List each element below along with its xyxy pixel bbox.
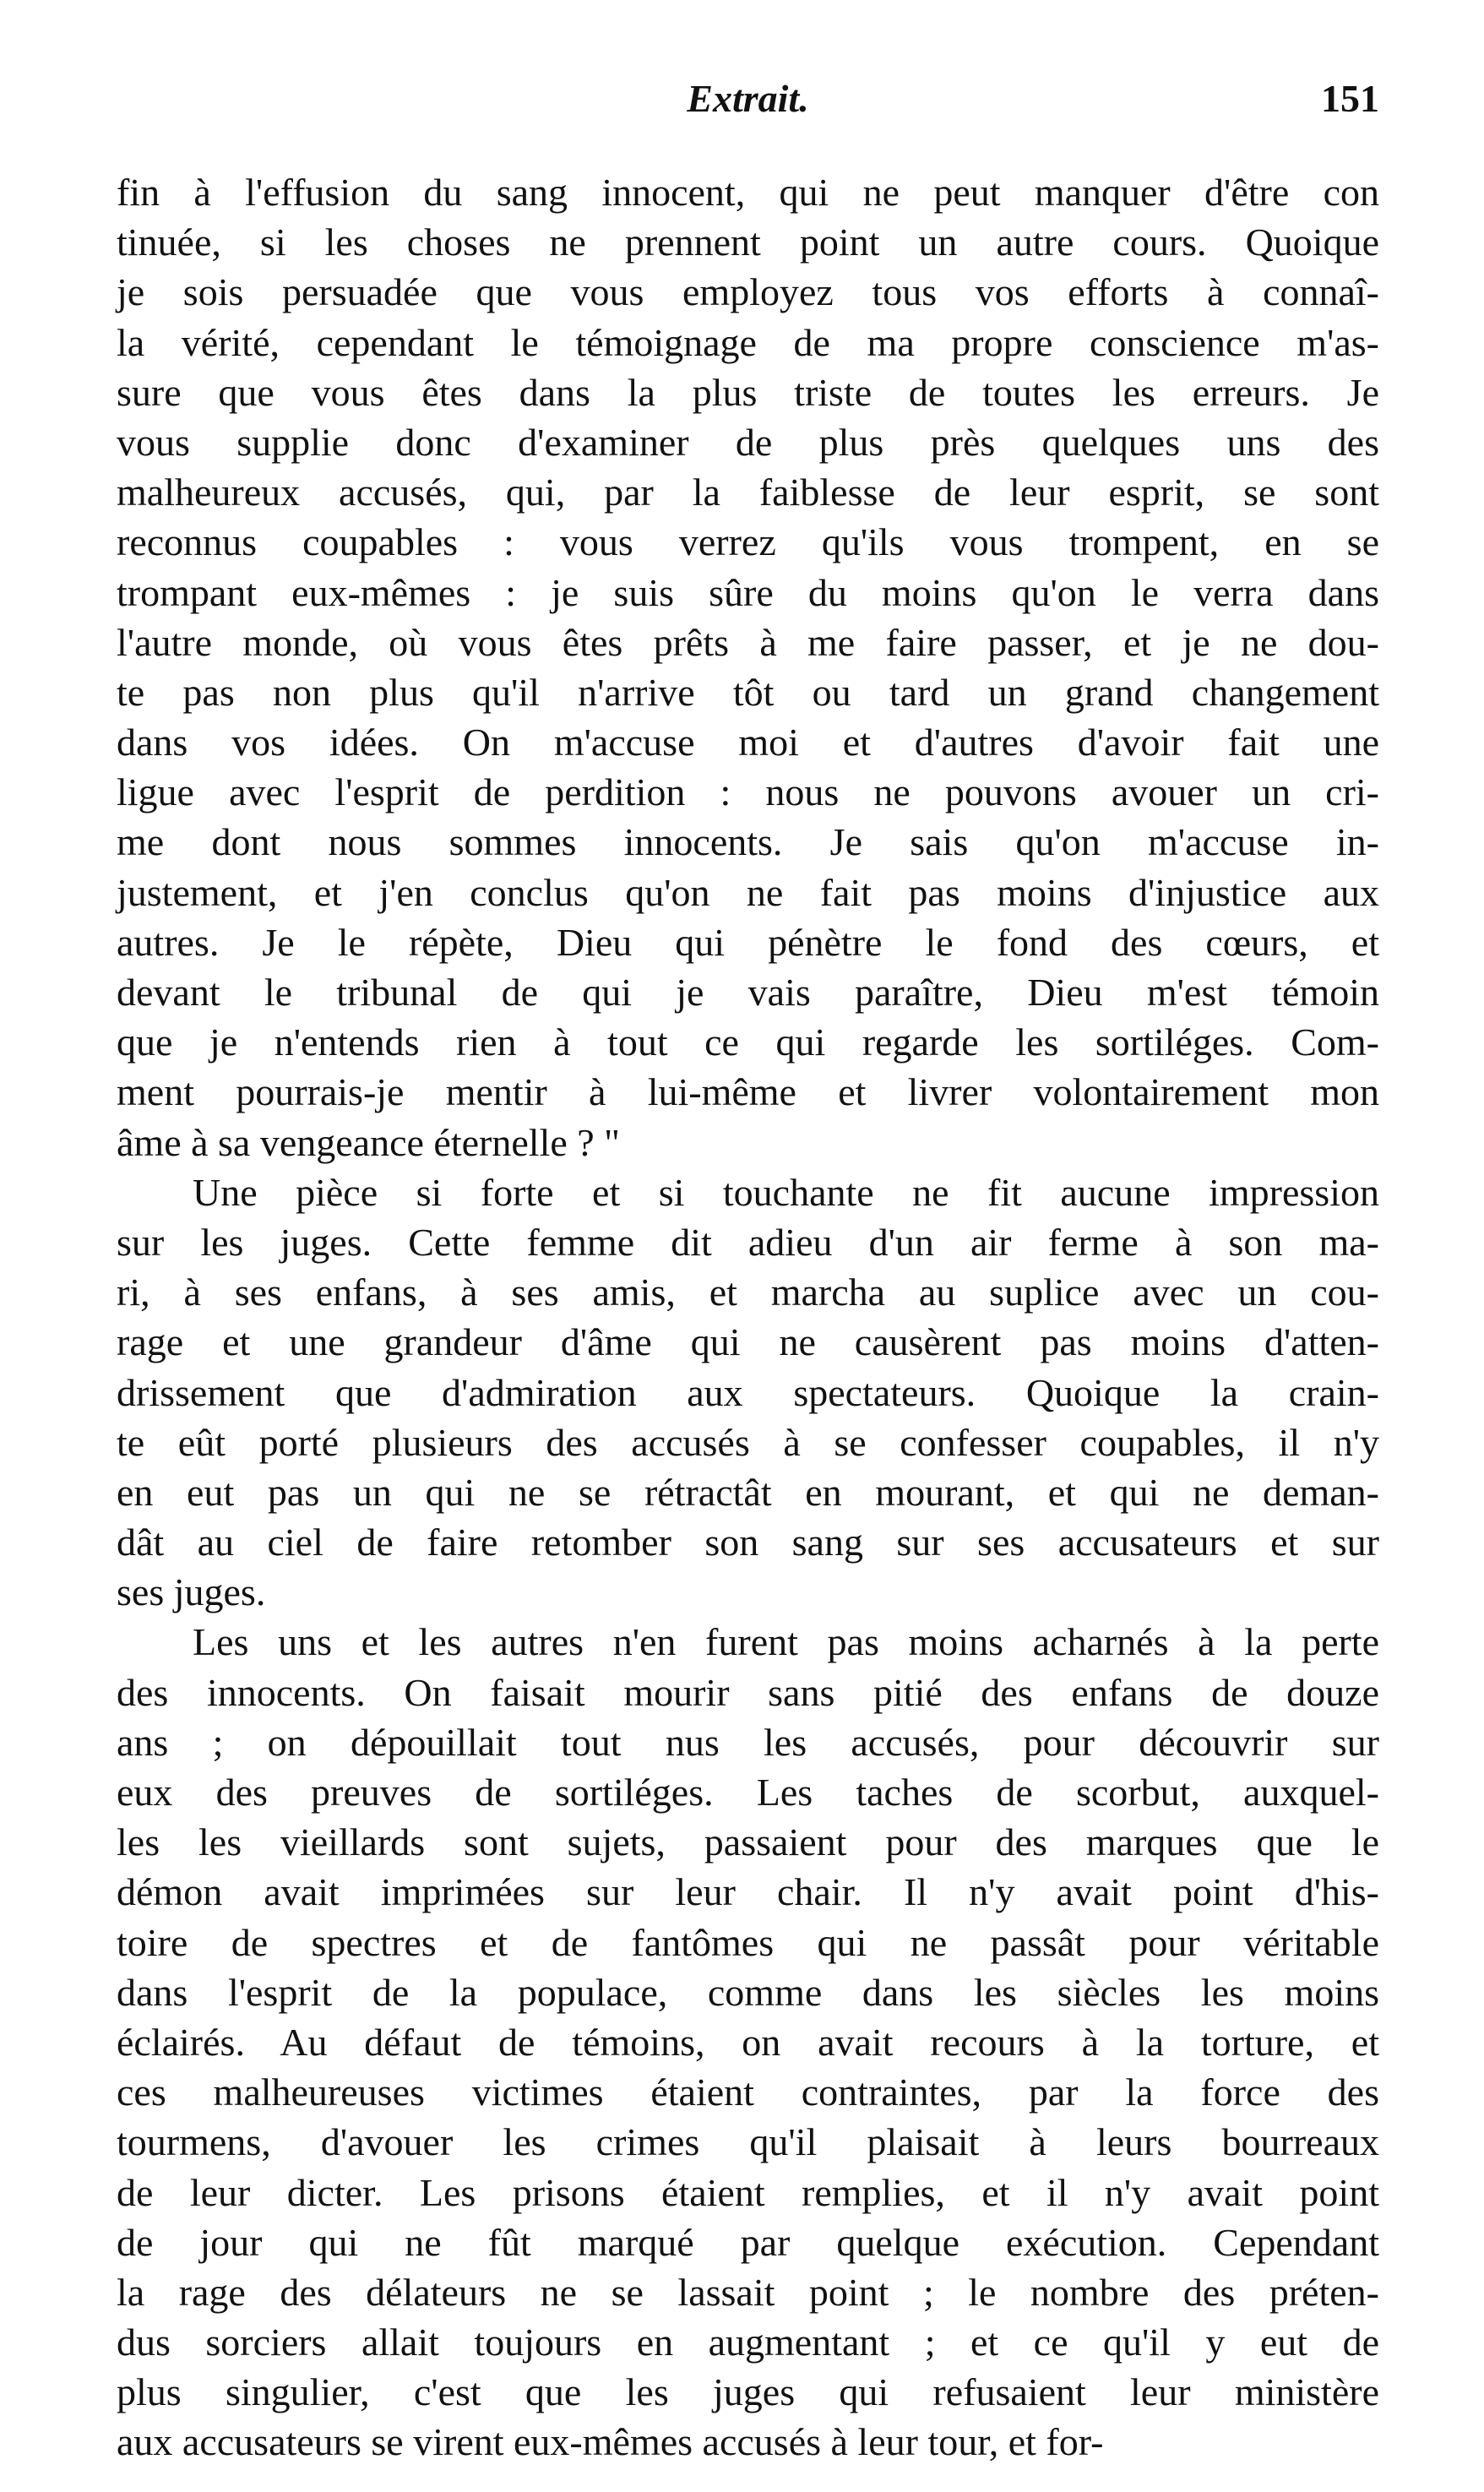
text-line: plus singulier, c'est que les juges qui refusaient leur ministère	[117, 2370, 1379, 2414]
text-line: ans ; on dépouillait tout nus les accusés, pour découvrir sur	[117, 1720, 1379, 1764]
text-line: dans l'esprit de la populace, comme dans les siècles les moins	[117, 1970, 1379, 2014]
page-header	[117, 69, 1379, 128]
text-line: justement, et j'en conclus qu'on ne fait pas moins d'injustice aux	[117, 870, 1379, 914]
text-line: rage et une grandeur d'âme qui ne causèrent pas moins d'atten-	[117, 1320, 1379, 1364]
paragraph	[117, 167, 1379, 1167]
text-line: je sois persuadée que vous employez tous vos efforts à connaî-	[117, 270, 1379, 314]
text-line: dât au ciel de faire retomber son sang sur ses accusateurs et sur	[117, 1521, 1379, 1564]
page-number: 151	[1321, 77, 1379, 120]
body-text	[117, 167, 1379, 2468]
text-line: Une pièce si forte et si touchante ne fit aucune impression	[193, 1170, 1379, 1214]
text-line: toire de spectres et de fantômes qui ne passât pour véritable	[117, 1920, 1379, 1964]
text-line: des innocents. On faisait mourir sans pitié des enfans de douze	[117, 1670, 1379, 1714]
text-line: ses juges.	[117, 1570, 266, 1614]
text-line: tinuée, si les choses ne prennent point un autre cours. Quoique	[117, 220, 1379, 264]
text-line: de leur dicter. Les prisons étaient remplies, et il n'y avait point	[117, 2170, 1379, 2214]
text-line: me dont nous sommes innocents. Je sais qu'on m'accuse in-	[117, 820, 1379, 864]
text-line: reconnus coupables : vous verrez qu'ils vous trompent, en se	[117, 520, 1379, 564]
text-line: sur les juges. Cette femme dit adieu d'un air ferme à son ma-	[117, 1220, 1379, 1264]
text-line: la vérité, cependant le témoignage de ma propre conscience m'as-	[117, 320, 1379, 364]
text-line: trompant eux-mêmes : je suis sûre du moins qu'on le verra dans	[117, 570, 1379, 614]
text-line: eux des preuves de sortiléges. Les taches de scorbut, auxquel-	[117, 1771, 1379, 1814]
text-line: devant le tribunal de qui je vais paraître, Dieu m'est témoin	[117, 971, 1379, 1014]
running-title: Extrait.	[687, 77, 809, 120]
text-line: Les uns et les autres n'en furent pas moins acharnés à la perte	[193, 1620, 1379, 1664]
text-line: éclairés. Au défaut de témoins, on avait recours à la torture, et	[117, 2020, 1379, 2064]
text-line: ri, à ses enfans, à ses amis, et marcha au suplice avec un cou-	[117, 1270, 1379, 1314]
text-line: drissement que d'admiration aux spectateurs. Quoique la crain-	[117, 1370, 1379, 1414]
text-line: vous supplie donc d'examiner de plus près quelques uns des	[117, 420, 1379, 464]
text-line: la rage des délateurs ne se lassait point ; le nombre des préten-	[117, 2270, 1379, 2314]
text-line: sure que vous êtes dans la plus triste de toutes les erreurs. Je	[117, 370, 1379, 414]
text-line: dans vos idées. On m'accuse moi et d'autres d'avoir fait une	[117, 721, 1379, 764]
text-line: en eut pas un qui ne se rétractât en mourant, et qui ne deman-	[117, 1470, 1379, 1514]
text-line: malheureux accusés, qui, par la faiblesse de leur esprit, se sont	[117, 471, 1379, 514]
text-line: ment pourrais-je mentir à lui-même et livrer volontairement mon	[117, 1070, 1379, 1114]
text-line: aux accusateurs se virent eux-mêmes accusés à leur tour, et for-	[117, 2420, 1104, 2464]
text-line: les les vieillards sont sujets, passaient pour des marques que le	[117, 1820, 1379, 1864]
text-line: autres. Je le répète, Dieu qui pénètre le fond des cœurs, et	[117, 920, 1379, 964]
text-line: que je n'entends rien à tout ce qui regarde les sortiléges. Com-	[117, 1020, 1379, 1064]
text-line: de jour qui ne fût marqué par quelque exécution. Cependant	[117, 2220, 1379, 2264]
text-line: fin à l'effusion du sang innocent, qui ne peut manquer d'être con	[117, 171, 1379, 214]
text-line: ces malheureuses victimes étaient contraintes, par la force des	[117, 2070, 1379, 2114]
text-line: ligue avec l'esprit de perdition : nous ne pouvons avouer un cri-	[117, 770, 1379, 814]
paragraph	[117, 1167, 1379, 1618]
text-line: l'autre monde, où vous êtes prêts à me faire passer, et je ne dou-	[117, 620, 1379, 664]
text-line: tourmens, d'avouer les crimes qu'il plaisait à leurs bourreaux	[117, 2120, 1379, 2164]
paragraph	[117, 1617, 1379, 2467]
paragraph-container	[117, 167, 1379, 2468]
text-line: âme à sa vengeance éternelle ? "	[117, 1120, 620, 1164]
text-line: te pas non plus qu'il n'arrive tôt ou tard un grand changement	[117, 670, 1379, 714]
text-line: démon avait imprimées sur leur chair. Il n'y avait point d'his-	[117, 1870, 1379, 1914]
text-line: te eût porté plusieurs des accusés à se confesser coupables, il n'y	[117, 1420, 1379, 1464]
text-line: dus sorciers allait toujours en augmentant ; et ce qu'il y eut de	[117, 2321, 1379, 2364]
